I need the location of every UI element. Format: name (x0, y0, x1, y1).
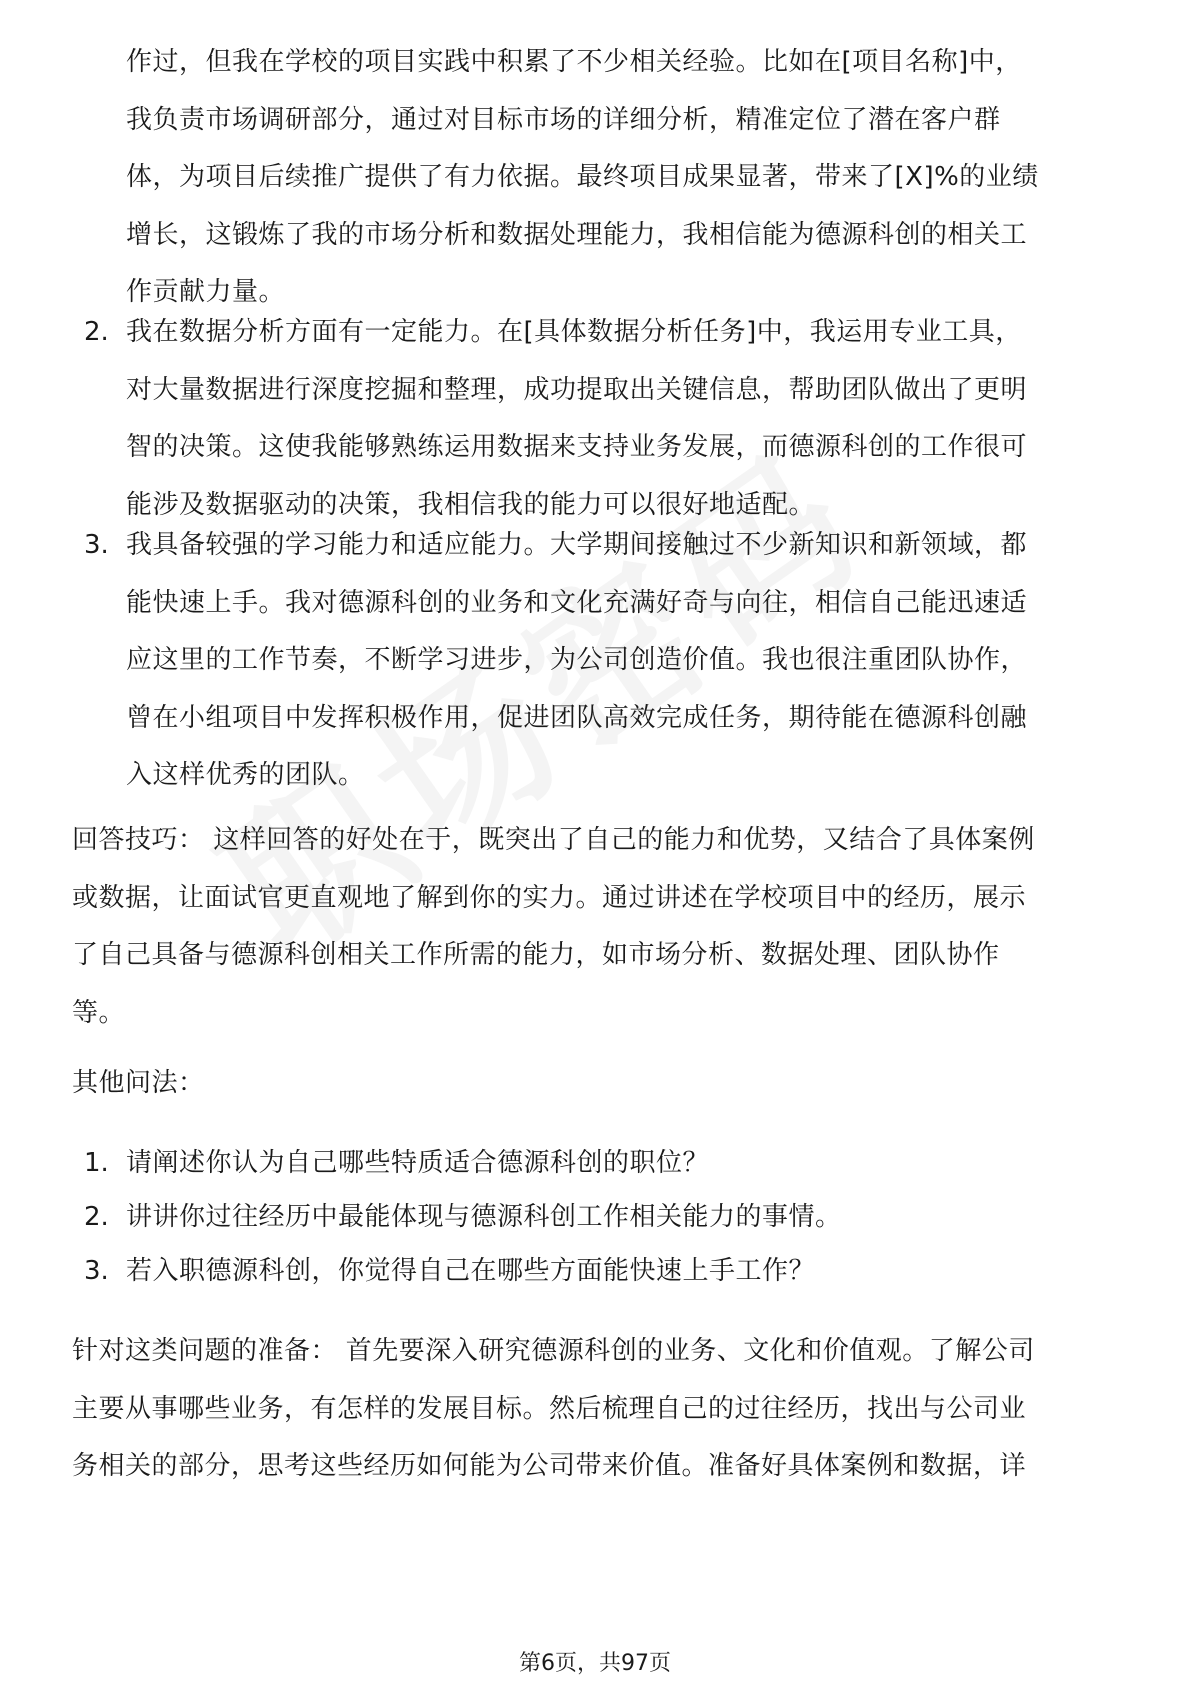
text-line: 等。 (72, 997, 126, 1028)
text-line: 务相关的部分，思考这些经历如何能为公司带来价值。准备好具体案例和数据，详 (72, 1451, 1027, 1481)
text-line: 智的决策。这使我能够熟练运用数据来支持业务发展，而德源科创的工作很可 (126, 432, 1028, 462)
text-line: 作贡献力量。 (126, 277, 286, 307)
text-line: 对大量数据进行深度挖掘和整理，成功提取出关键信息，帮助团队做出了更明 (126, 374, 1028, 405)
text-line: 能涉及数据驱动的决策，我相信我的能力可以很好地适配。 (126, 489, 816, 520)
text-line: 回答技巧： 这样回答的好处在于，既突出了自己的能力和优势，又结合了具体案例 (72, 825, 1035, 855)
page-number: 第6页，共97页 (519, 1651, 671, 1676)
text-line: 或数据，让面试官更直观地了解到你的实力。通过讲述在学校项目中的经历，展示 (72, 882, 1027, 913)
text-line: 了自己具备与德源科创相关工作所需的能力，如市场分析、数据处理、团队协作 (72, 940, 1000, 970)
text-line: 作过，但我在学校的项目实践中积累了不少相关经验。比如在[项目名称]中， (126, 47, 1022, 77)
tips-paragraph (72, 812, 1132, 1042)
list-number: 1. (84, 1148, 109, 1178)
text-line: 我负责市场调研部分，通过对目标市场的详细分析，精准定位了潜在客户群 (126, 104, 1001, 135)
text-line: 我在数据分析方面有一定能力。在[具体数据分析任务]中，我运用专业工具， (126, 317, 1022, 347)
text-line: 增长，这锻炼了我的市场分析和数据处理能力，我相信能为德源科创的相关工 (126, 219, 1028, 250)
text-line: 体，为项目后续推广提供了有力依据。最终项目成果显著，带来了[X]%的业绩 (126, 162, 1039, 192)
text-line: 曾在小组项目中发挥积极作用，促进团队高效完成任务，期待能在德源科创融 (126, 702, 1028, 733)
list-number: 2. (84, 317, 109, 347)
preparation-paragraph (72, 1323, 1132, 1496)
text-line: 能快速上手。我对德源科创的业务和文化充满好奇与向往，相信自己能迅速适 (126, 587, 1028, 618)
text-line: 我具备较强的学习能力和适应能力。大学期间接触过不少新知识和新领域，都 (126, 530, 1028, 560)
list-number: 3. (84, 1256, 109, 1286)
other-questions-heading: 其他问法： (72, 1068, 205, 1098)
other-question-3: 若入职德源科创，你觉得自己在哪些方面能快速上手工作？ (126, 1256, 816, 1286)
text-line: 应这里的工作节奏，不断学习进步，为公司创造价值。我也很注重团队协作， (126, 645, 1028, 675)
answer-item-3 (126, 517, 1136, 805)
list-number: 2. (84, 1202, 109, 1232)
list-number: 3. (84, 530, 109, 560)
answer-continuation (126, 34, 1136, 322)
text-line: 主要从事哪些业务，有怎样的发展目标。然后梳理自己的过往经历，找出与公司业 (72, 1393, 1027, 1424)
other-question-2: 讲讲你过往经历中最能体现与德源科创工作相关能力的事情。 (126, 1202, 842, 1232)
text-line: 入这样优秀的团队。 (126, 760, 365, 790)
answer-item-2 (126, 304, 1136, 534)
text-line: 针对这类问题的准备： 首先要深入研究德源科创的业务、文化和价值观。了解公司 (72, 1336, 1035, 1366)
other-question-1: 请阐述你认为自己哪些特质适合德源科创的职位？ (126, 1148, 710, 1178)
